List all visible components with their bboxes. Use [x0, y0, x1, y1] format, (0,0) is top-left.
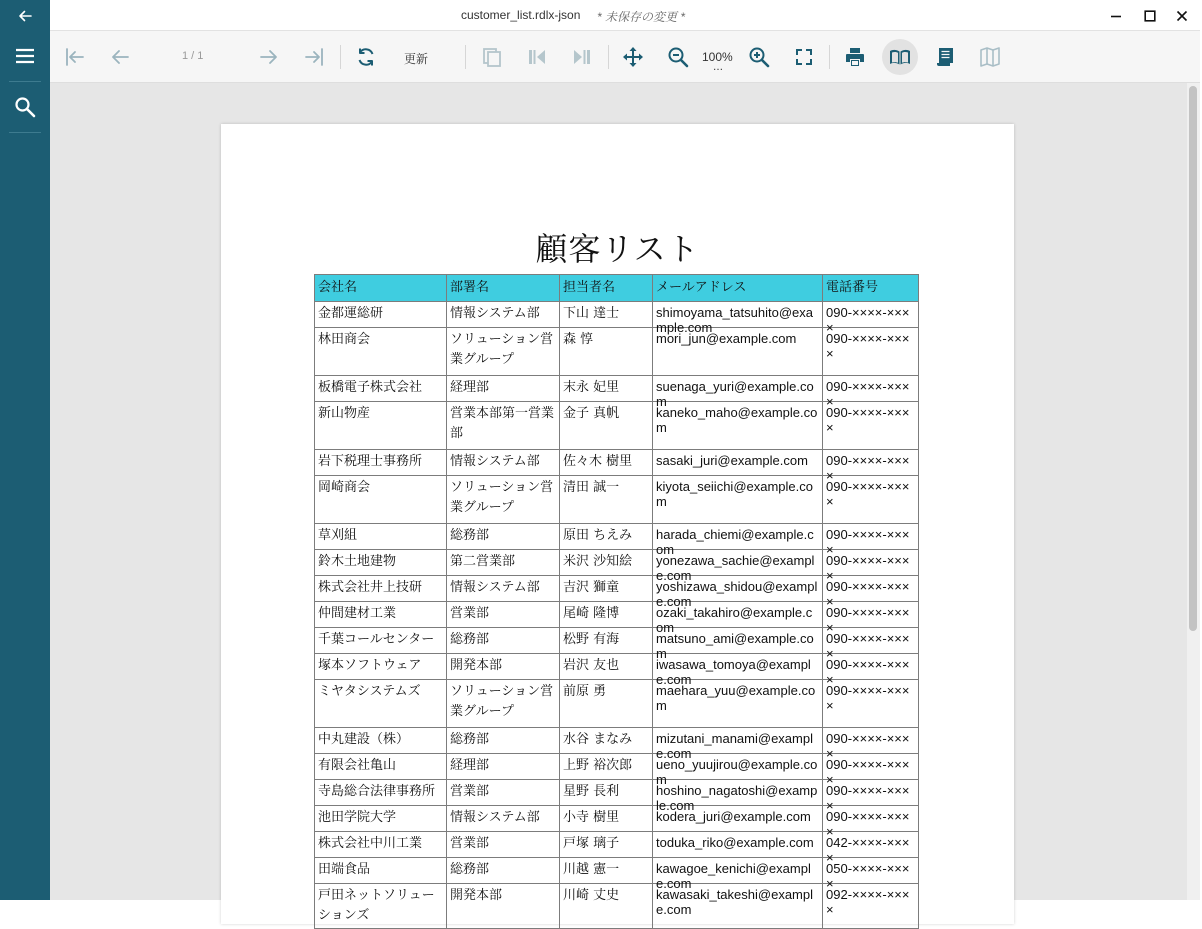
cell-phone-text: 090-××××-×××× — [826, 479, 910, 509]
print-icon — [844, 46, 866, 68]
window-title: customer_list.rdlx-json — [461, 8, 581, 22]
column-header-email: メールアドレス — [653, 275, 823, 302]
cell-contact: 松野 有海 — [560, 628, 653, 654]
report-page — [221, 124, 1014, 924]
cell-email-text: mizutani_manami@example.com — [656, 731, 813, 761]
table-row — [315, 328, 919, 376]
cell-contact: 川越 憲一 — [560, 858, 653, 884]
cell-company: 有限会社亀山 — [315, 754, 447, 780]
prev-page-button[interactable] — [102, 39, 138, 75]
cell-phone — [823, 402, 919, 450]
cell-department: 情報システム部 — [447, 302, 560, 328]
cell-company: 仲間建材工業 — [315, 602, 447, 628]
cell-phone-text: 090-××××-×××× — [826, 331, 910, 361]
back-button[interactable] — [0, 0, 50, 31]
scroll-icon — [934, 46, 956, 68]
cell-department: 営業部 — [447, 602, 560, 628]
cell-email-text: kaneko_maho@example.com — [656, 405, 818, 435]
move-icon — [622, 46, 644, 68]
cell-contact: 岩沢 友也 — [560, 654, 653, 680]
cell-email-text: kawagoe_kenichi@example.com — [656, 861, 811, 891]
table-row — [315, 858, 919, 884]
close-icon — [1176, 10, 1188, 22]
search-icon — [14, 96, 36, 118]
report-viewer-area[interactable] — [50, 83, 1200, 923]
cell-email-text: ueno_yuujirou@example.com — [656, 757, 818, 787]
cell-phone — [823, 576, 919, 609]
export-page-icon — [481, 46, 503, 68]
cell-phone-text: 090-××××-×××× — [826, 731, 910, 761]
cell-phone-text: 090-××××-×××× — [826, 579, 910, 609]
cell-phone — [823, 780, 919, 813]
cell-phone-text: 090-××××-×××× — [826, 553, 910, 583]
table-row — [315, 884, 919, 929]
search-button[interactable] — [0, 82, 50, 132]
cell-contact: 末永 妃里 — [560, 376, 653, 402]
cell-phone — [823, 806, 919, 839]
cell-phone-text: 090-××××-×××× — [826, 757, 910, 787]
cell-company: 塚本ソフトウェア — [315, 654, 447, 680]
book-open-icon — [889, 46, 911, 68]
cell-phone — [823, 476, 919, 524]
cell-department: 営業本部第一営業部 — [447, 402, 560, 450]
cell-company: 田端食品 — [315, 858, 447, 884]
cell-email-text: mori_jun@example.com — [656, 331, 797, 346]
step-back-icon — [526, 46, 548, 68]
zoom-out-button[interactable] — [660, 39, 696, 75]
cell-department: 経理部 — [447, 376, 560, 402]
cell-contact: 下山 達士 — [560, 302, 653, 328]
cell-phone — [823, 376, 919, 409]
cell-email — [653, 402, 823, 450]
table-row — [315, 524, 919, 550]
cell-department: 第二営業部 — [447, 550, 560, 576]
cell-contact: 金子 真帆 — [560, 402, 653, 450]
cell-company: 板橋電子株式会社 — [315, 376, 447, 402]
cell-company: 金都運総研 — [315, 302, 447, 328]
table-row — [315, 806, 919, 832]
cell-email — [653, 576, 823, 609]
cell-contact: 佐々木 樹里 — [560, 450, 653, 476]
cell-phone-text: 090-××××-×××× — [826, 405, 910, 435]
cell-email — [653, 328, 823, 376]
zoom-out-icon — [667, 46, 689, 68]
cell-contact: 川崎 丈史 — [560, 884, 653, 929]
toolbar-divider — [829, 45, 830, 69]
cell-company: 株式会社井上技研 — [315, 576, 447, 602]
cell-email-text: maehara_yuu@example.com — [656, 683, 816, 713]
menu-button[interactable] — [0, 31, 50, 81]
cell-contact: 尾崎 隆博 — [560, 602, 653, 628]
cell-phone — [823, 628, 919, 661]
cell-email — [653, 476, 823, 524]
cell-department: 開発本部 — [447, 654, 560, 680]
cell-email — [653, 858, 823, 891]
cell-email — [653, 302, 823, 335]
cell-contact: 戸塚 璃子 — [560, 832, 653, 858]
cell-email — [653, 550, 823, 583]
unsaved-indicator: * 未保存の変更 * — [597, 10, 686, 24]
cell-department: 総務部 — [447, 628, 560, 654]
cell-email-text: kiyota_seiichi@example.com — [656, 479, 813, 509]
table-row — [315, 728, 919, 754]
cell-email-text: yonezawa_sachie@example.com — [656, 553, 815, 583]
cell-contact: 原田 ちえみ — [560, 524, 653, 550]
cell-contact: 米沢 沙知絵 — [560, 550, 653, 576]
cell-email — [653, 628, 823, 661]
cell-department: 情報システム部 — [447, 450, 560, 476]
table-row — [315, 628, 919, 654]
cell-email-text: harada_chiemi@example.com — [656, 527, 814, 557]
cell-phone-text: 050-××××-×××× — [826, 861, 910, 891]
cell-department: 経理部 — [447, 754, 560, 780]
next-page-icon — [258, 46, 280, 68]
cell-phone — [823, 302, 919, 335]
cell-department: 営業部 — [447, 780, 560, 806]
cell-phone — [823, 654, 919, 687]
step-forward-icon — [571, 46, 593, 68]
toolbar — [50, 31, 1200, 83]
table-row — [315, 780, 919, 806]
cell-phone — [823, 832, 919, 865]
cell-email — [653, 680, 823, 728]
cell-phone — [823, 858, 919, 891]
close-window-button[interactable] — [1162, 0, 1202, 31]
cell-department: 総務部 — [447, 858, 560, 884]
zoom-level[interactable]: 100% — [702, 50, 733, 64]
parameters-button[interactable] — [474, 39, 510, 75]
cell-phone — [823, 450, 919, 483]
cell-phone-text: 090-××××-×××× — [826, 305, 910, 335]
cell-company: 千葉コールセンター — [315, 628, 447, 654]
sidebar-divider — [9, 132, 41, 133]
column-header-contact: 担当者名 — [560, 275, 653, 302]
cell-phone-text: 092-××××-×××× — [826, 887, 910, 917]
cell-phone-text: 090-××××-×××× — [826, 683, 910, 713]
cell-email-text: hoshino_nagatoshi@example.com — [656, 783, 818, 813]
cell-email — [653, 654, 823, 687]
cell-phone — [823, 754, 919, 787]
cell-phone-text: 090-××××-×××× — [826, 379, 910, 409]
first-page-button[interactable] — [57, 39, 93, 75]
fullscreen-icon — [793, 46, 815, 68]
cell-email — [653, 602, 823, 635]
cell-department: ソリューション営業グループ — [447, 328, 560, 376]
cell-company: 岩下税理士事務所 — [315, 450, 447, 476]
cell-email — [653, 780, 823, 813]
fullscreen-button[interactable] — [786, 39, 822, 75]
cell-email-text: kawasaki_takeshi@example.com — [656, 887, 813, 917]
cell-email — [653, 884, 823, 929]
cell-email-text: toduka_riko@example.com — [656, 835, 814, 850]
cell-contact: 前原 勇 — [560, 680, 653, 728]
cell-phone — [823, 328, 919, 376]
table-row — [315, 576, 919, 602]
cell-contact: 星野 長利 — [560, 780, 653, 806]
cell-contact: 森 惇 — [560, 328, 653, 376]
cell-email-text: shimoyama_tatsuhito@example.com — [656, 305, 813, 335]
cell-company: 鈴木土地建物 — [315, 550, 447, 576]
print-button[interactable] — [837, 39, 873, 75]
cell-department: 開発本部 — [447, 884, 560, 929]
cell-phone — [823, 602, 919, 635]
cell-phone-text: 090-××××-×××× — [826, 657, 910, 687]
cell-email-text: suenaga_yuri@example.com — [656, 379, 814, 409]
cell-phone-text: 090-××××-×××× — [826, 809, 910, 839]
cell-email — [653, 806, 823, 832]
cell-phone-text: 090-××××-×××× — [826, 527, 910, 557]
cell-phone-text: 090-××××-×××× — [826, 453, 910, 483]
cell-contact: 上野 裕次郎 — [560, 754, 653, 780]
cell-email — [653, 450, 823, 476]
table-body — [315, 302, 919, 929]
table-row — [315, 832, 919, 858]
cell-company: 中丸建設（株） — [315, 728, 447, 754]
cell-company: 新山物産 — [315, 402, 447, 450]
cell-company: 寺島総合法律事務所 — [315, 780, 447, 806]
cell-department: 総務部 — [447, 524, 560, 550]
cell-phone — [823, 680, 919, 728]
refresh-button[interactable] — [348, 39, 384, 75]
cell-phone-text: 090-××××-×××× — [826, 783, 910, 813]
column-header-department: 部署名 — [447, 275, 560, 302]
table-row — [315, 602, 919, 628]
table-row — [315, 754, 919, 780]
table-row — [315, 680, 919, 728]
cell-department: 情報システム部 — [447, 576, 560, 602]
cell-email-text: iwasawa_tomoya@example.com — [656, 657, 811, 687]
cell-contact: 吉沢 獅童 — [560, 576, 653, 602]
title-bar — [0, 0, 1200, 31]
first-page-icon — [64, 46, 86, 68]
pan-mode-button[interactable] — [615, 39, 651, 75]
cell-phone — [823, 550, 919, 583]
step-back-button[interactable] — [519, 39, 555, 75]
continuous-mode-button[interactable] — [927, 39, 963, 75]
cell-contact: 清田 誠一 — [560, 476, 653, 524]
cell-email-text: yoshizawa_shidou@example.com — [656, 579, 818, 609]
cell-email — [653, 754, 823, 787]
cell-company: 戸田ネットソリューションズ — [315, 884, 447, 929]
galley-mode-button[interactable] — [882, 39, 918, 75]
document-map-button[interactable] — [972, 39, 1008, 75]
table-row — [315, 450, 919, 476]
table-header-row — [315, 275, 919, 302]
table-row — [315, 376, 919, 402]
cell-department: 情報システム部 — [447, 806, 560, 832]
cell-company: 草刈組 — [315, 524, 447, 550]
column-header-company: 会社名 — [315, 275, 447, 302]
table-row — [315, 654, 919, 680]
toolbar-divider — [465, 45, 466, 69]
cell-company: 岡崎商会 — [315, 476, 447, 524]
refresh-label[interactable]: 更新 — [404, 52, 429, 66]
report-title: 顧客リスト — [535, 230, 700, 268]
prev-page-icon — [109, 46, 131, 68]
cell-company: 株式会社中川工業 — [315, 832, 447, 858]
last-page-button[interactable] — [296, 39, 332, 75]
cell-phone — [823, 728, 919, 761]
toolbar-divider — [608, 45, 609, 69]
cell-phone — [823, 524, 919, 557]
step-forward-button[interactable] — [564, 39, 600, 75]
table-row — [315, 302, 919, 328]
zoom-in-button[interactable] — [741, 39, 777, 75]
cell-email — [653, 832, 823, 858]
minimize-icon — [1110, 10, 1122, 22]
map-icon — [979, 46, 1001, 68]
hamburger-icon — [14, 45, 36, 67]
zoom-options-button[interactable]: … — [713, 62, 724, 73]
cell-department: 総務部 — [447, 728, 560, 754]
table-row — [315, 476, 919, 524]
last-page-icon — [303, 46, 325, 68]
cell-contact: 小寺 樹里 — [560, 806, 653, 832]
arrow-left-icon — [17, 8, 33, 24]
cell-email-text: kodera_juri@example.com — [656, 809, 811, 824]
page-counter[interactable]: 1 / 1 — [182, 50, 204, 62]
cell-department: ソリューション営業グループ — [447, 476, 560, 524]
next-page-button[interactable] — [251, 39, 287, 75]
cell-email-text: ozaki_takahiro@example.com — [656, 605, 813, 635]
cell-email-text: sasaki_juri@example.com — [656, 453, 808, 468]
cell-phone — [823, 884, 919, 929]
scrollbar-thumb[interactable] — [1189, 86, 1197, 631]
sidebar — [0, 31, 50, 900]
toolbar-divider — [340, 45, 341, 69]
cell-company: 池田学院大学 — [315, 806, 447, 832]
refresh-icon — [355, 46, 377, 68]
table-row — [315, 402, 919, 450]
maximize-icon — [1144, 10, 1156, 22]
cell-phone-text: 090-××××-×××× — [826, 631, 910, 661]
column-header-phone: 電話番号 — [823, 275, 919, 302]
cell-email — [653, 524, 823, 557]
zoom-in-icon — [748, 46, 770, 68]
cell-contact: 水谷 まなみ — [560, 728, 653, 754]
cell-company: 林田商会 — [315, 328, 447, 376]
cell-phone-text: 090-××××-×××× — [826, 605, 910, 635]
cell-email — [653, 376, 823, 409]
cell-company: ミヤタシステムズ — [315, 680, 447, 728]
cell-phone-text: 042-××××-×××× — [826, 835, 910, 865]
table-row — [315, 550, 919, 576]
cell-email-text: matsuno_ami@example.com — [656, 631, 814, 661]
customer-table — [314, 274, 919, 929]
cell-email — [653, 728, 823, 761]
cell-department: ソリューション営業グループ — [447, 680, 560, 728]
cell-department: 営業部 — [447, 832, 560, 858]
